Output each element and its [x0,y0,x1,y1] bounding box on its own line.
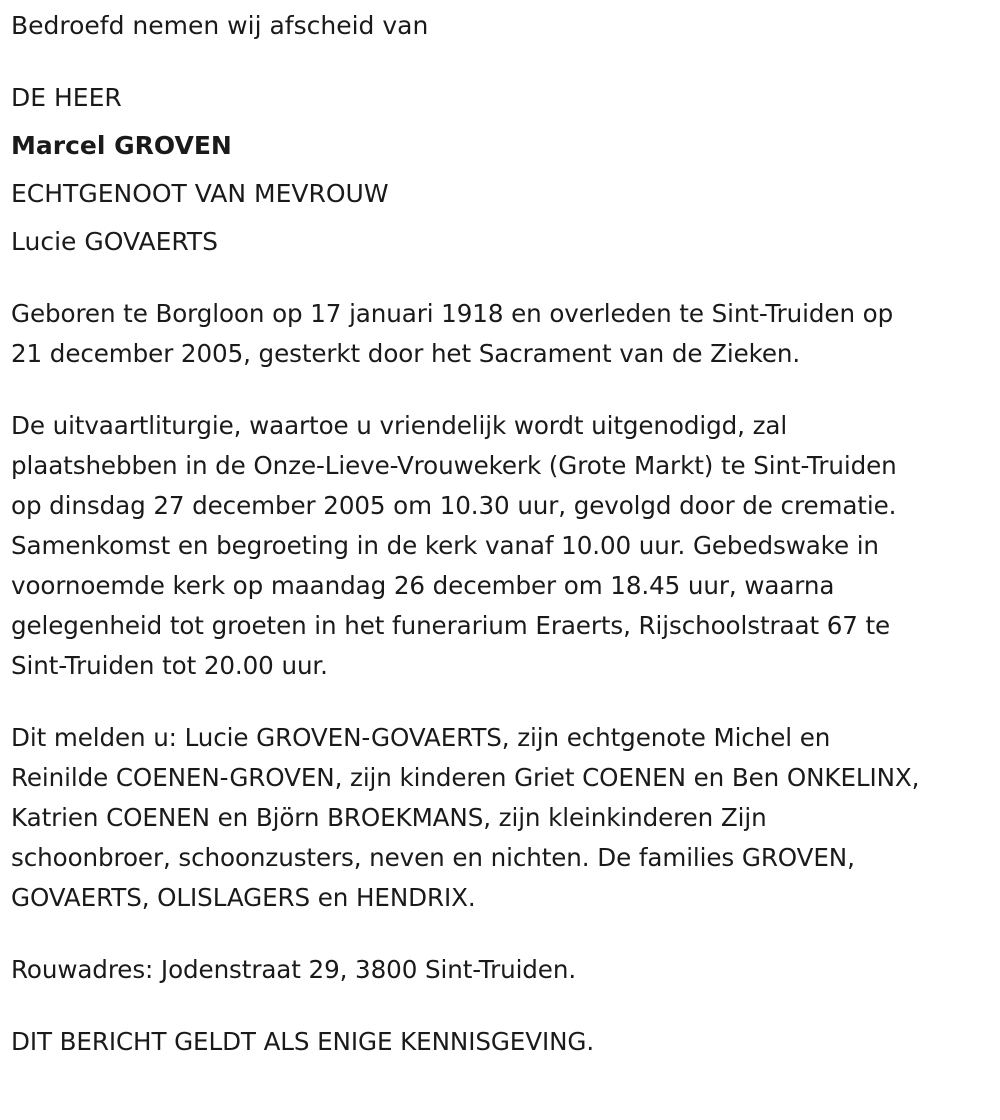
spacer [11,262,996,294]
paragraph-line: 21 december 2005, gesterkt door het Sacrament van de Zieken. [11,339,801,368]
spacer [11,918,996,950]
spacer [11,990,996,1022]
spacer [11,46,996,78]
spouse-name: Lucie GOVAERTS [11,227,219,256]
paragraph-line: Samenkomst en begroeting in de kerk vanaf 10.00 uur. Gebedswake in [11,531,879,560]
mourning-address: Rouwadres: Jodenstraat 29, 3800 Sint-Truiden. [11,955,577,984]
honorific: DE HEER [11,83,122,112]
paragraph-line: plaatshebben in de Onze-Lieve-Vrouwekerk (Grote Markt) te Sint-Truiden [11,451,897,480]
closing-line: DIT BERICHT GELDT ALS ENIGE KENNISGEVING. [11,1027,595,1056]
deceased-name: Marcel GROVEN [11,131,232,160]
spouse-title: ECHTGENOOT VAN MEVROUW [11,179,389,208]
spacer [11,686,996,718]
paragraph-line: Katrien COENEN en Björn BROEKMANS, zijn kleinkinderen Zijn [11,803,767,832]
paragraph-line: op dinsdag 27 december 2005 om 10.30 uur, gevolgd door de crematie. [11,491,897,520]
paragraph-line: Dit melden u: Lucie GROVEN-GOVAERTS, zijn echtgenote Michel en [11,723,831,752]
spacer [11,374,996,406]
paragraph-line: Reinilde COENEN-GROVEN, zijn kinderen Griet COENEN en Ben ONKELINX, [11,763,920,792]
opening-line: Bedroefd nemen wij afscheid van [11,11,429,40]
paragraph-line: schoonbroer, schoonzusters, neven en nichten. De families GROVEN, [11,843,855,872]
death-notice [11,0,996,1062]
paragraph-line: De uitvaartliturgie, waartoe u vriendelijk wordt uitgenodigd, zal [11,411,788,440]
paragraph-line: gelegenheid tot groeten in het funerarium Eraerts, Rijschoolstraat 67 te [11,611,891,640]
paragraph-line: voornoemde kerk op maandag 26 december om 18.45 uur, waarna [11,571,835,600]
family-paragraph [11,718,996,918]
birth-death-paragraph [11,294,996,374]
funeral-paragraph [11,406,996,686]
paragraph-line: Sint-Truiden tot 20.00 uur. [11,651,328,680]
paragraph-line: Geboren te Borgloon op 17 januari 1918 en overleden te Sint-Truiden op [11,299,894,328]
paragraph-line: GOVAERTS, OLISLAGERS en HENDRIX. [11,883,476,912]
